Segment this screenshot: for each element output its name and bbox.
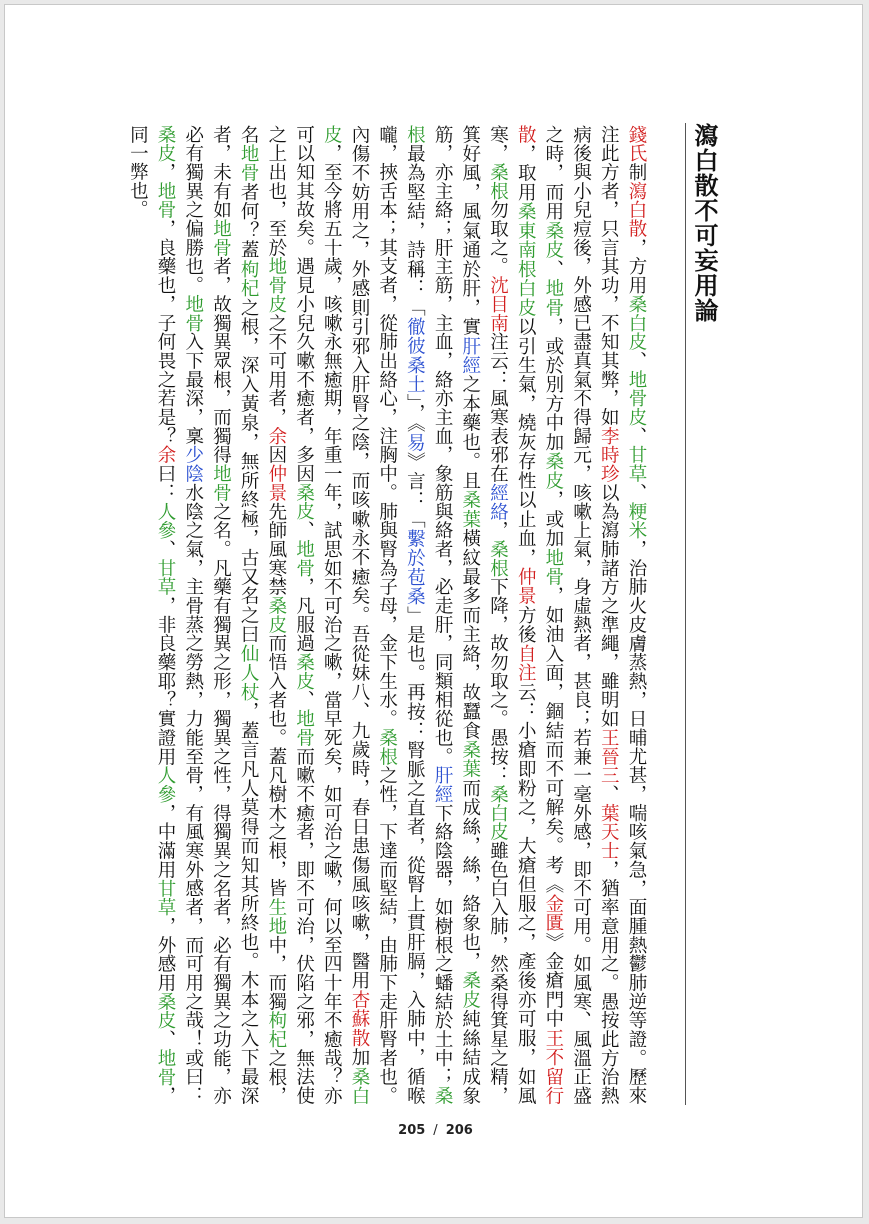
text-run: ，或加 [542,490,564,548]
person-or-formula: 仲景 [515,567,537,606]
text-run: ， [487,520,509,540]
text-run: 之性，下達而堅結，由肺下走肝腎者也。內傷不妨用之，外感則引邪入肝腎之陰，而咳嗽永不癒矣。吾從妹八、九歲時，春日患傷風咳嗽，醫用 [348,125,398,1105]
meridian-or-citation: 肝經 [459,336,481,375]
text-run: 之根，深入黃泉，無所終極，古又名之曰 [238,298,260,645]
herb-term: 地骨 [542,278,564,318]
text-run: 之本藥也。且 [459,374,481,491]
meridian-or-citation: 少陰 [182,445,204,484]
herb-term: 地骨皮 [626,370,647,427]
text-run: 而嗽不癒者，即不可治，伏陷之邪，無法使之上出也，至於 [265,125,315,1105]
herb-term: 桑皮 [542,451,564,491]
text-run: 橫紋最多而主絡，故蠶食 [459,528,481,741]
text-run: ，凡服過 [293,577,315,653]
text-run: 曰： [155,464,177,502]
text-run: 因 [265,445,287,465]
text-run: 、 [626,483,647,503]
text-run: 中，而獨 [265,935,287,1011]
text-run: ，良藥也，子何畏之若是？ [155,219,177,446]
herb-term: 桑東南根白皮 [515,201,537,318]
text-run: 勿取之。 [487,200,509,276]
herb-term: 桑白皮 [626,294,647,352]
text-run: 加 [348,1047,370,1068]
text-run: ，至今將五十歲，咳嗽永無癒期，年重一年，試思如不可治之嗽，當早死矣，如可治之嗽，何以至四十年不癒哉？亦可以知其故矣。遇見小兒久嗽不癒者，多因 [293,125,343,1106]
herb-term: 地骨 [210,464,232,502]
text-run: 下絡陰器，如樹根之蟠結於土中； [432,803,454,1087]
text-run: ，中滿用 [155,803,177,879]
herb-term: 仙人杖 [238,644,260,702]
text-run: 」是也。再按：腎脈之直者，從腎上貫肝膈，入肺中，循喉嚨，挾舌本；其支者，從肺出絡心，注胸中。肺與腎為子母，金下生水。 [376,125,426,1105]
text-run: ，方用 [626,238,647,295]
text-run: 、 [598,784,620,804]
herb-term: 桑根 [487,539,509,578]
text-run: 先師風寒禁 [265,502,287,597]
herb-term: 桑根 [487,162,509,201]
herb-term: 桑根 [404,125,454,1106]
text-run: ，非良藥耶？實證用 [155,596,177,766]
person-or-formula: 余 [155,445,177,465]
herb-term: 桑皮 [459,970,481,1010]
herb-term: 甘草 [155,878,177,917]
text-run: 、 [155,1029,177,1049]
person-or-formula: 李時珍 [598,426,620,484]
meridian-or-citation: 肝經 [432,765,454,804]
herb-term: 粳米 [626,502,647,540]
text-run: 水陰之氣，主骨蒸之勞熱，力能至骨，有風寒外感者，而可用之哉！或曰： [182,483,204,1105]
text-run: ，或於別方中加 [542,317,564,452]
text-run: 者，故獨異眾根，而獨得 [210,256,232,465]
title-divider [685,123,686,1105]
herb-term: 生地 [265,897,287,936]
text-run: 純絲結成象筋，亦主絡；肝主筋，主血，絡亦主血，象筋與絡者，必走肝，同類相從也。 [432,125,481,1106]
paragraph [124,125,650,1105]
person-or-formula: 錢氏 [626,125,647,163]
herb-term: 桑白皮 [487,784,509,842]
text-run: ，如油入面，錮結而不可解矣。考《 [542,586,564,895]
page-separator: / [433,1123,438,1138]
text-run: 、 [626,351,647,371]
herb-term: 地骨 [542,547,564,587]
text-run: 以為瀉肺諸方之準繩，雖明如 [598,483,620,729]
text-run: 制 [626,162,647,182]
text-run: ，治肺火皮膚蒸熱，日晡尤甚，喘咳氣急，面腫熱鬱肺逆等證。歷來注此方者，只言其功，不知其弊，如 [598,125,647,1106]
herb-term: 人參 [155,502,177,540]
herb-term: 桑皮 [155,992,177,1030]
meridian-or-citation: 經絡 [487,483,509,521]
text-run: 方後 [515,605,537,645]
text-run: ，蓋言凡人莫得而知其所終也。木本之入下最深者，未有如 [210,125,260,1105]
herb-term: 地骨皮 [265,256,287,314]
herb-term: 地骨 [210,219,232,257]
person-or-formula: 金匱 [542,894,564,933]
text-run: 之名。凡藥有獨異之形，獨異之性，得獨異之名者，必有獨異之功能，亦必有獨異之偏勝也。 [182,125,232,1106]
text-run: 而悟入者也。蓋凡樹木之根，皆 [265,633,287,898]
herb-term: 地骨 [182,294,204,333]
person-or-formula: 余 [265,426,287,446]
text-run: 之不可用者， [265,313,287,427]
meridian-or-citation: 易 [404,433,426,453]
herb-term: 桑皮 [542,221,564,260]
herb-term: 桑根 [376,728,398,766]
text-run: 」，《 [404,393,426,434]
text-run: 下降，故勿取之。愚按： [487,577,509,785]
person-or-formula: 葉天士 [598,803,620,861]
herb-term: 桑白皮 [321,125,370,1106]
herb-term: 枸杞 [265,1010,287,1049]
person-or-formula: 杏蘇散 [348,990,370,1048]
text-run: ， [155,162,177,182]
document-page [4,4,863,1218]
herb-term: 桑葉 [459,740,481,779]
herb-term: 地骨 [155,1048,177,1087]
page-number [5,1123,866,1138]
text-run: 、 [626,426,647,446]
person-or-formula: 王晉三 [598,728,620,785]
text-run: 》言：「 [404,452,426,530]
herb-term: 桑葉 [459,490,481,529]
person-or-formula: 自注 [515,644,537,683]
text-run: 而成絲，絲，絡象也， [459,778,481,971]
meridian-or-citation: 繫於苞桑 [404,529,426,607]
herb-term: 枸杞 [238,259,260,299]
herb-term: 甘草 [155,558,177,597]
text-run: ，外感用 [155,916,177,993]
text-run: 最為堅結，詩稱：「 [404,144,426,318]
herb-term: 地骨 [293,709,315,748]
text-run: ，取用 [515,144,537,202]
text-run: 、 [293,690,315,710]
title-block [689,123,721,423]
text-run: 、 [293,520,315,540]
meridian-or-citation: 徹彼桑土 [404,317,426,394]
herb-term: 桑皮 [265,596,287,634]
person-or-formula: 沈目南 [487,275,509,333]
text-run: 雖色白入肺，然桑得箕星之精，箕好風，風氣通於肝，實 [459,125,509,1105]
text-run: ，同一弊也。 [127,125,177,1106]
text-run: 云：小瘡即粉之，大瘡但服之，產後亦可服，如風寒， [487,125,537,1106]
text-run: 之根，名 [238,125,287,1106]
herb-term: 地骨 [293,539,315,578]
herb-term: 地骨 [238,144,260,183]
text-run: 、 [155,539,177,559]
herb-term: 人參 [155,765,177,804]
person-or-formula: 仲景 [265,464,287,502]
herb-term: 桑皮 [293,483,315,521]
herb-term: 地骨 [155,181,177,220]
page-title: 瀉白散不可妄用論 [690,123,719,323]
text-run: 、 [542,259,564,279]
page-total: 206 [445,1123,473,1138]
person-or-formula: 王不留行散 [515,125,564,1105]
text-run: 者何？蓋 [238,182,260,260]
text-run: 》金瘡門中 [542,932,564,1029]
person-or-formula: 瀉白散 [626,181,647,239]
herb-term: 桑皮 [293,652,315,691]
body-text [127,125,650,1106]
text-run: 入下最深，稟 [182,332,204,446]
text-run: 注云：風寒表邪在 [487,332,509,484]
herb-term: 桑皮 [155,125,177,163]
page-current: 205 [398,1123,426,1138]
text-run: 以引生氣，燒灰存性以止血， [515,317,537,568]
herb-term: 甘草 [626,445,647,484]
text-run: ，猶率意用之。愚按此方治熱病後與小兒痘後，外感已盡真氣不得歸元，咳嗽上氣，身虛熱者，甚良；若兼一毫外感，即不可用。如風寒、風溫正盛之時，而用 [542,125,620,1105]
